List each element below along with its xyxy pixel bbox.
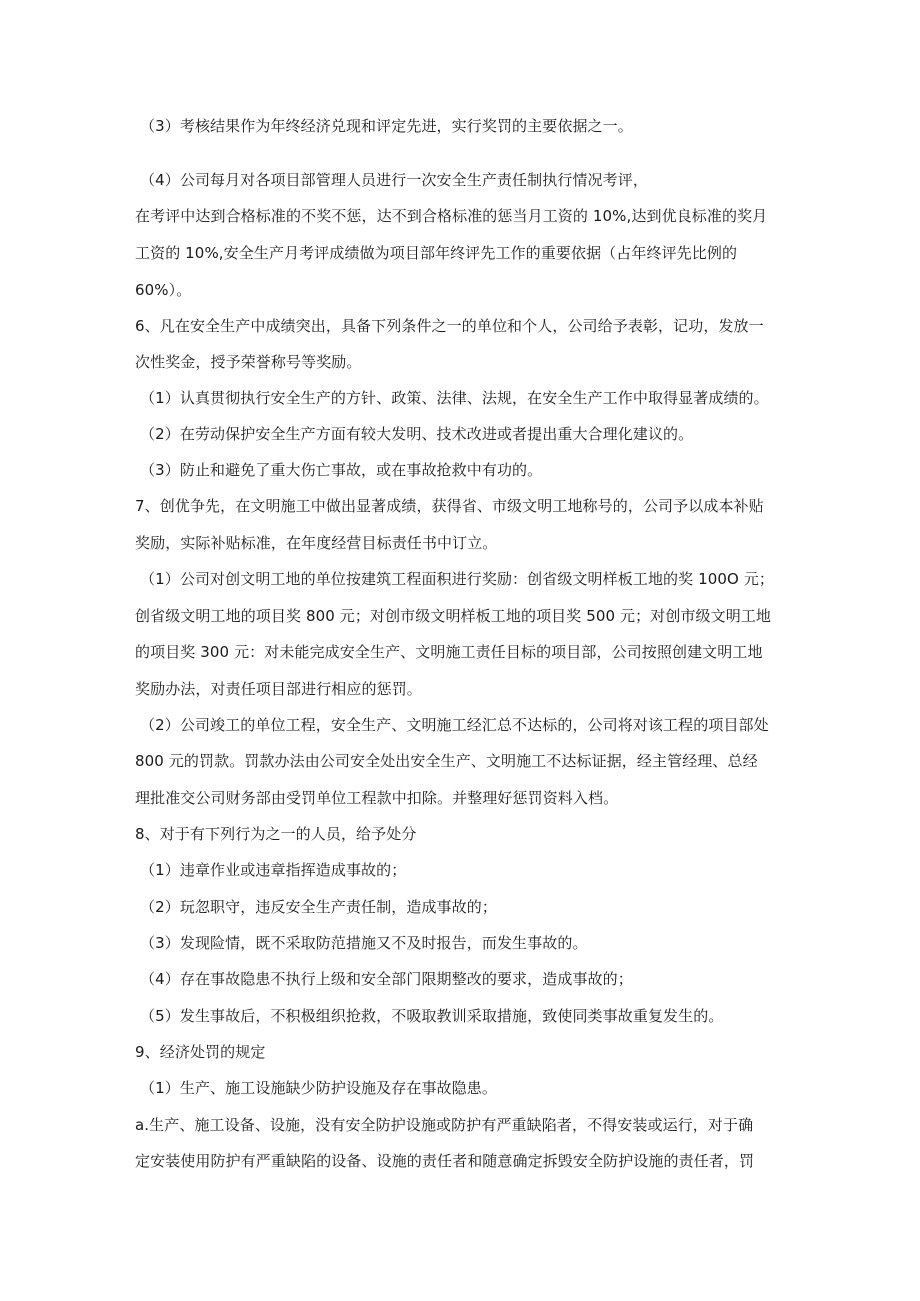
text-line: 7、创优争先，在文明施工中做出显著成绩，获得省、市级文明工地称号的，公司予以成本补贴 — [135, 497, 764, 515]
text-line: 在考评中达到合格标准的不奖不惩，达不到合格标准的惩当月工资的 10%,达到优良标准的奖月 — [135, 207, 768, 225]
text-line: （3）防止和避免了重大伤亡事故，或在事故抢救中有功的。 — [140, 461, 543, 479]
text-line: a.生产、施工设备、设施，没有安全防护设施或防护有严重缺陷者，不得安装或运行，对于确 — [135, 1116, 754, 1134]
text-line: （5）发生事故后，不积极组织抢救，不吸取教训采取措施，致使同类事故重复发生的。 — [140, 1007, 724, 1025]
text-line: （2）在劳动保护安全生产方面有较大发明、技术改进或者提出重大合理化建议的。 — [140, 425, 694, 443]
text-line: （1）违章作业或违章指挥造成事故的； — [140, 861, 407, 879]
text-line: 理批准交公司财务部由受罚单位工程款中扣除。并整理好惩罚资料入档。 — [135, 789, 619, 807]
text-line: 60%）。 — [135, 281, 192, 299]
text-line: 奖励办法，对责任项目部进行相应的惩罚。 — [135, 680, 422, 698]
text-line: 创省级文明工地的项目奖 800 元；对创市级文明样板工地的项目奖 500 元；对创市级文明工地 — [135, 607, 772, 625]
text-line: （2）公司竣工的单位工程，安全生产、文明施工经汇总不达标的，公司将对该工程的项目部处 — [140, 716, 769, 734]
text-line: 奖励，实际补贴标准，在年度经营目标责任书中订立。 — [135, 534, 498, 552]
text-line: （1）生产、施工设施缺少防护设施及存在事故隐患。 — [140, 1079, 497, 1097]
text-line: 6、凡在安全生产中成绩突出，具备下列条件之一的单位和个人，公司给予表彰，记功，发放一 — [135, 317, 764, 335]
text-line: 工资的 10%,安全生产月考评成绩做为项目部年终评先工作的重要依据（占年终评先比例的 — [135, 244, 738, 262]
text-line: （1）认真贯彻执行安全生产的方针、政策、法律、法规，在安全生产工作中取得显著成绩的。 — [140, 389, 769, 407]
text-line: 9、经济处罚的规定 — [135, 1043, 266, 1061]
text-line: 的项目奖 300 元：对未能完成安全生产、文明施工责任目标的项目部，公司按照创建文明工地 — [135, 643, 763, 661]
text-line: 定安装使用防护有严重缺陷的设备、设施的责任者和随意确定拆毁安全防护设施的责任者，罚 — [135, 1152, 755, 1170]
text-line: （3）发现险情，既不采取防范措施又不及时报告，而发生事故的。 — [140, 934, 588, 952]
text-line: （4）公司每月对各项目部管理人员进行一次安全生产责任制执行情况考评， — [140, 171, 648, 189]
text-line: （4）存在事故隐患不执行上级和安全部门限期整改的要求，造成事故的； — [140, 970, 633, 988]
text-line: （2）玩忽职守，违反安全生产责任制，造成事故的； — [140, 898, 497, 916]
text-line: （3）考核结果作为年终经济兑现和评定先进，实行奖罚的主要依据之一。 — [140, 117, 633, 135]
text-line: （1）公司对创文明工地的单位按建筑工程面积进行奖励：创省级文明样板工地的奖 100O 元； — [140, 570, 775, 588]
text-line: 800 元的罚款。罚款办法由公司安全处出安全生产、文明施工不达标证据，经主管经理、总经 — [135, 752, 758, 770]
text-line: 次性奖金，授予荣誉称号等奖励。 — [135, 353, 362, 371]
text-line: 8、对于有下列行为之一的人员，给予处分 — [135, 825, 417, 843]
